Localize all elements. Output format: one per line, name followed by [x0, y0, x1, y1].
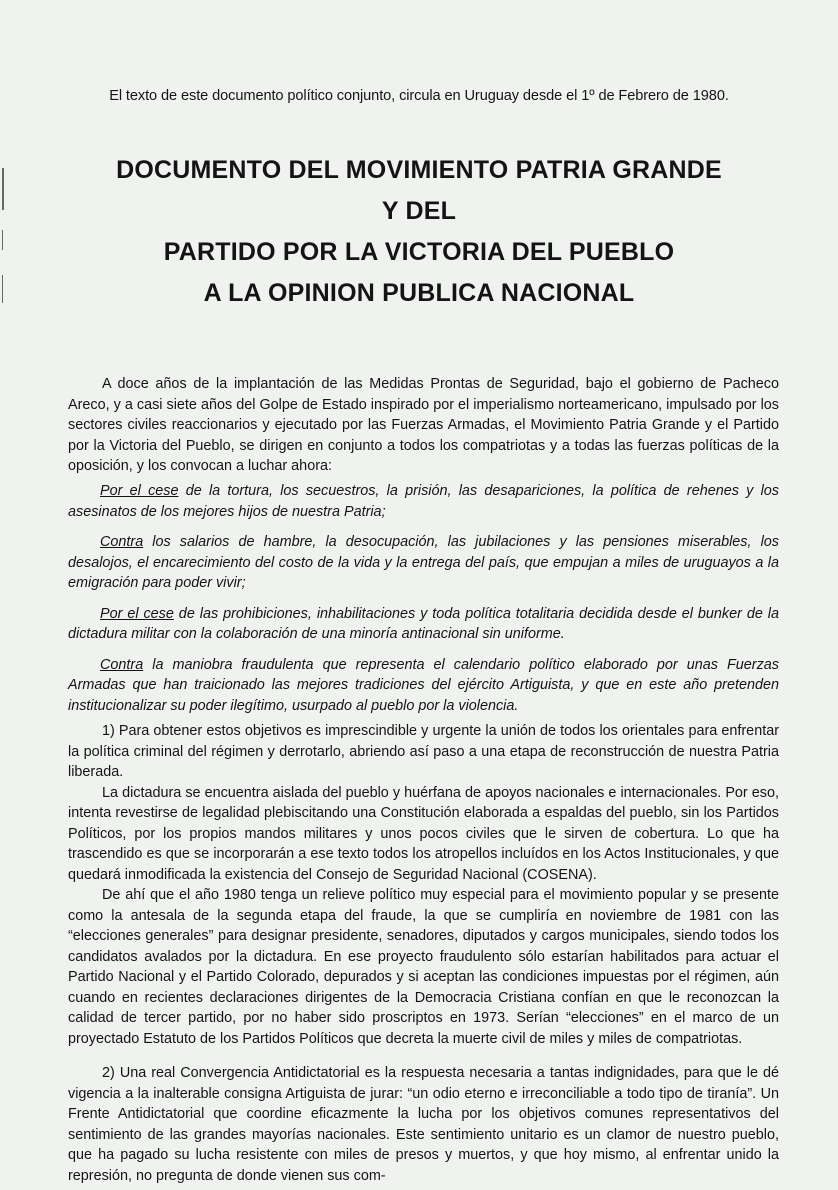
document-title: [0, 150, 838, 314]
section-1-paragraph: 1) Para obtener estos objetivos es imprescindible y urgente la unión de todos los orientales para enfrentar la política criminal del régimen y derrotarlo, abriendo así paso a una etapa de reconstrucción de nuestra Patria liberada.: [68, 723, 779, 780]
demand-item: [68, 532, 779, 594]
demand-item: [68, 604, 779, 645]
numbered-sections: [68, 721, 779, 1186]
section-2-paragraph: 2) Una real Convergencia Antidictatorial es la respuesta necesaria a tantas indignidades, para que le dé vigencia a la inalterable consigna Artiguista de jurar: “un odio eterno e irreconciliable a todo tipo de tiranía”. Un Frente Antidictatorial que coordine eficazmente la lucha por los objetivos comunes representativos del sentimiento de las grandes mayorías nacionales. Este sentimiento unitario es un clamor de nuestro pueblo, que ha pagado su lucha resistente con miles de presos y muertos, y que hoy mismo, al enfrentar unido la represión, no pregunta de donde vienen sus com-: [68, 1065, 779, 1184]
demand-text: de las prohibiciones, inhabilitaciones y toda política totalitaria decidida desde el bunker de la dictadura militar con la colaboración de una minoría antinacional sin uniforme.: [68, 605, 779, 642]
section-1-paragraph: La dictadura se encuentra aislada del pueblo y huérfana de apoyos nacionales e internacionales. Por eso, intenta revestirse de legalidad plebiscitando una Constitución elaborada a espaldas del pueblo, sin los Partidos Políticos, por los propios mandos militares y unos pocos civiles que le sirven de cobertura. Lo que ha trascendido es que se incorporarán a ese texto todos los atropellos incluídos en los Actos Institucionales, y que quedará inmodificada la existencia del Consejo de Seguridad Nacional (COSENA).: [68, 784, 779, 883]
title-line: Y DEL: [381, 197, 457, 225]
demand-lead: Contra: [100, 534, 144, 550]
title-line: A LA OPINION PUBLICA NACIONAL: [203, 279, 635, 307]
demand-text: la maniobra fraudulenta que representa el calendario político elaborado por unas Fuerzas Armadas que han traicionado las mejores tradiciones del ejército Artiguista, y que en este año pretenden institucionalizar su poder ilegítimo, usurpado al pueblo por la violencia.: [68, 656, 779, 714]
intro-block: [68, 374, 779, 477]
section-1-paragraph: De ahí que el año 1980 tenga un relieve político muy especial para el movimiento popular y se presente como la antesala de la segunda etapa del fraude, la que se cumpliría en noviembre de 1981 con las “elecciones generales” para designar presidente, senadores, diputados y cargos municipales, siendo todos los candidatos avalados por la dictadura. En ese proyecto fraudulento sólo estarían habilitados para actuar el Partido Nacional y el Partido Colorado, depurados y si aceptan las condiciones impuestas por el régimen, aún cuando en recientes declaraciones dirigentes de la Democracia Cristiana confían en que le reconozcan la calidad de tercer partido, por no haber sido proscriptos en 1973. Serían “elecciones” en el marco de un proyectado Estatuto de los Partidos Políticos que decreta la muerte civil de miles y miles de compatriotas.: [68, 887, 779, 1047]
demand-text: de la tortura, los secuestros, la prisión, las desapariciones, la política de rehenes y los asesinatos de los mejores hijos de nuestra Patria;: [68, 483, 779, 520]
demand-item: [68, 481, 779, 522]
intro-paragraph: A doce años de la implantación de las Medidas Prontas de Seguridad, bajo el gobierno de Pacheco Areco, y a casi siete años del Golpe de Estado inspirado por el imperialismo norteamericano, impulsado por los sectores civiles reaccionarios y ejecutado por las Fuerzas Armadas, el Movimiento Patria Grande y el Partido por la Victoria del Pueblo, se dirigen en conjunto a todos los compatriotas y a todas las fuerzas políticas de la oposición, y los convocan a luchar ahora:: [68, 376, 779, 474]
demand-text: los salarios de hambre, la desocupación, las jubilaciones y las pensiones miserables, los desalojos, el encarecimiento del costo de la vida y la entrega del país, que empujan a miles de uruguayos a la emigración para poder vivir;: [68, 534, 779, 591]
circulation-note: El texto de este documento político conjunto, circula en Uruguay desde el 1º de Febrero de 1980.: [109, 88, 729, 104]
demand-lead: Por el cese: [100, 605, 174, 622]
title-line: DOCUMENTO DEL MOVIMIENTO PATRIA GRANDE: [116, 156, 722, 184]
demand-lead: Por el cese: [100, 483, 179, 499]
demand-lead: Contra: [100, 656, 144, 673]
title-line: PARTIDO POR LA VICTORIA DEL PUEBLO: [163, 238, 675, 266]
demand-item: [68, 655, 779, 717]
demands-list: [68, 481, 779, 726]
